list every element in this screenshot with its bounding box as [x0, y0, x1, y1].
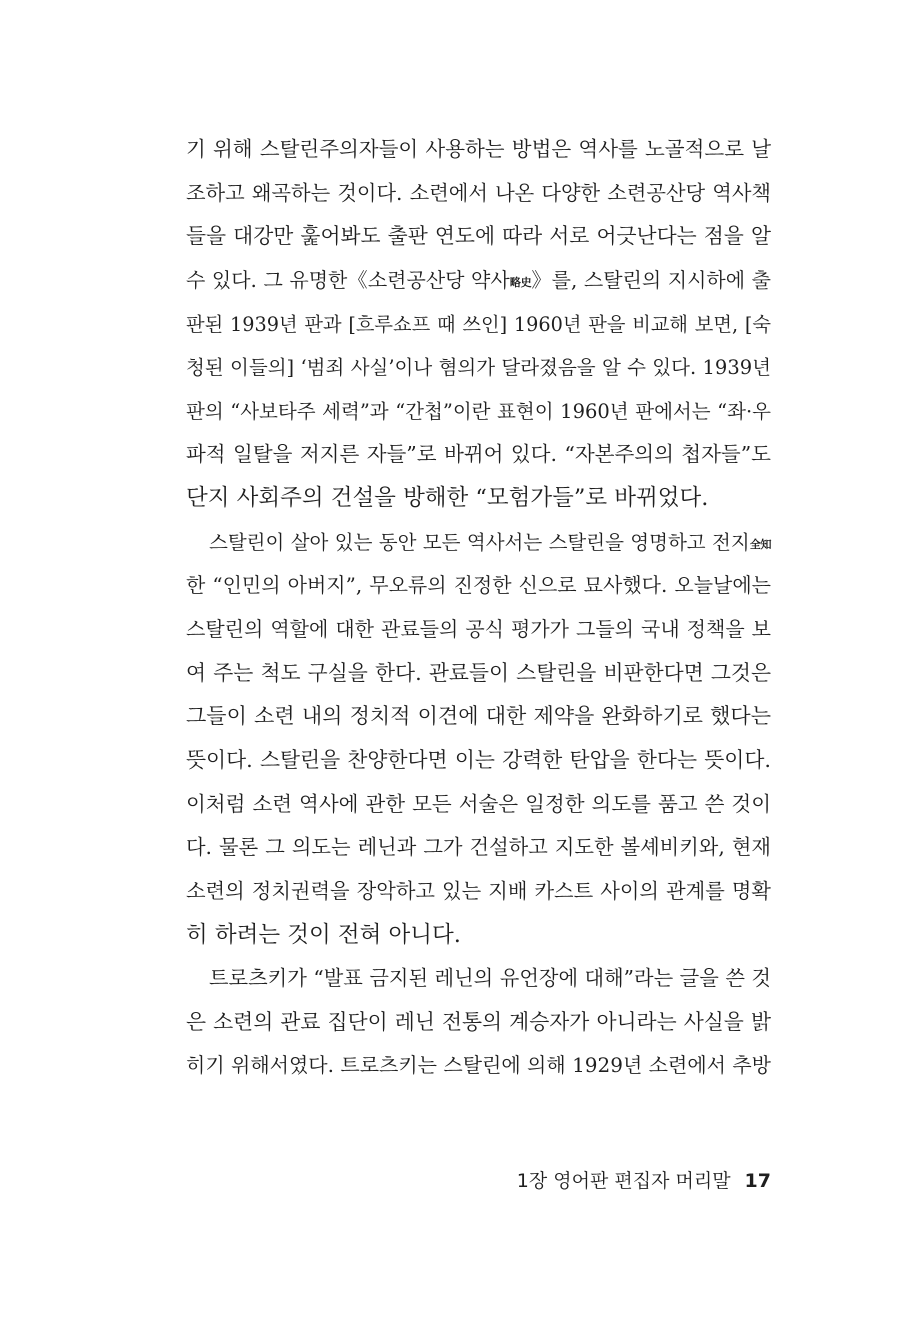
- line-text: 히기 위해서였다. 트로츠키는 스탈린에 의해 1929년 소련에서 추방: [186, 1053, 771, 1078]
- line-text: 단지 사회주의 건설을 방해한 “모험가들”로 바뀌었다.: [186, 485, 709, 512]
- page-footer: [460, 1166, 771, 1193]
- text-line: [186, 346, 771, 390]
- line-text: 소련의 정치권력을 장악하고 있는 지배 카스트 사이의 관계를 명확: [186, 878, 771, 903]
- line-text: 여 주는 척도 구실을 한다. 관료들이 스탈린을 비판한다면 그것은: [186, 660, 771, 685]
- text-line: [186, 303, 771, 347]
- line-text: 스탈린이 살아 있는 동안 모든 역사서는 스탈린을 영명하고 전지: [209, 530, 750, 554]
- line-text: 기 위해 스탈린주의자들이 사용하는 방법은 역사를 노골적으로 날: [186, 137, 771, 161]
- line-text: 조하고 왜곡하는 것이다. 소련에서 나온 다양한 소련공산당 역사책: [186, 180, 771, 205]
- running-head: 1장 영어판 편집자 머리말: [516, 1170, 731, 1192]
- line-text: 파적 일탈을 저지른 자들”로 바뀌어 있다. “자본주의의 첩자들”도: [186, 442, 771, 467]
- text-line: [186, 957, 771, 1001]
- line-text-continued: 》를, 스탈린의 지시하에 출: [531, 267, 771, 292]
- line-text: 스탈린의 역할에 대한 관료들의 공식 평가가 그들의 국내 정책을 보: [186, 617, 771, 642]
- line-text: 히 하려는 것이 전혀 아니다.: [186, 921, 461, 948]
- line-text: 다. 물론 그 의도는 레닌과 그가 건설하고 지도한 볼셰비키와, 현재: [186, 835, 771, 860]
- text-line: [186, 564, 771, 608]
- text-line: [186, 914, 771, 958]
- text-line: [186, 390, 771, 434]
- line-text: 이처럼 소련 역사에 관한 모든 서술은 일정한 의도를 품고 쓴 것이: [186, 791, 771, 816]
- line-text: 그들이 소련 내의 정치적 이견에 대한 제약을 완화하기로 했다는: [186, 704, 771, 729]
- line-text: 판된 1939년 판과 [흐루쇼프 때 쓰인] 1960년 판을 비교해 보면, [숙: [186, 312, 771, 336]
- line-text: 수 있다. 그 유명한《소련공산당 약사: [186, 267, 510, 292]
- line-text: 판의 “사보타주 세력”과 “간첩”이란 표현이 1960년 판에서는 “좌·우: [186, 399, 771, 423]
- text-line: [186, 215, 771, 259]
- text-line: [186, 433, 771, 477]
- text-line: [186, 783, 771, 827]
- body-text: [186, 128, 771, 1088]
- text-line: [186, 259, 771, 303]
- text-line: [186, 695, 771, 739]
- hanja-gloss: 全知: [749, 537, 771, 551]
- text-line: [186, 477, 771, 521]
- text-line: [186, 1001, 771, 1045]
- line-text: 한 “인민의 아버지”, 무오류의 진정한 신으로 묘사했다. 오늘날에는: [186, 573, 771, 598]
- line-text: 들을 대강만 훑어봐도 출판 연도에 따라 서로 어긋난다는 점을 알: [186, 224, 771, 249]
- text-line: [186, 652, 771, 696]
- page-number: 17: [744, 1170, 771, 1192]
- text-line: [186, 172, 771, 216]
- line-text: 은 소련의 관료 집단이 레닌 전통의 계승자가 아니라는 사실을 밝: [186, 1009, 771, 1034]
- text-line: [186, 739, 771, 783]
- line-text: 트로츠키가 “발표 금지된 레닌의 유언장에 대해”라는 글을 쓴 것: [209, 966, 771, 991]
- hanja-gloss: 略史: [509, 275, 532, 289]
- text-line: [186, 826, 771, 870]
- line-text: 뜻이다. 스탈린을 찬양한다면 이는 강력한 탄압을 한다는 뜻이다.: [186, 747, 771, 772]
- text-line: [186, 608, 771, 652]
- text-line: [186, 521, 771, 565]
- text-line: [186, 1044, 771, 1088]
- text-line: [186, 870, 771, 914]
- line-text: 청된 이들의] ‘범죄 사실’이나 혐의가 달라졌음을 알 수 있다. 1939년: [186, 356, 771, 380]
- text-line: [186, 128, 771, 172]
